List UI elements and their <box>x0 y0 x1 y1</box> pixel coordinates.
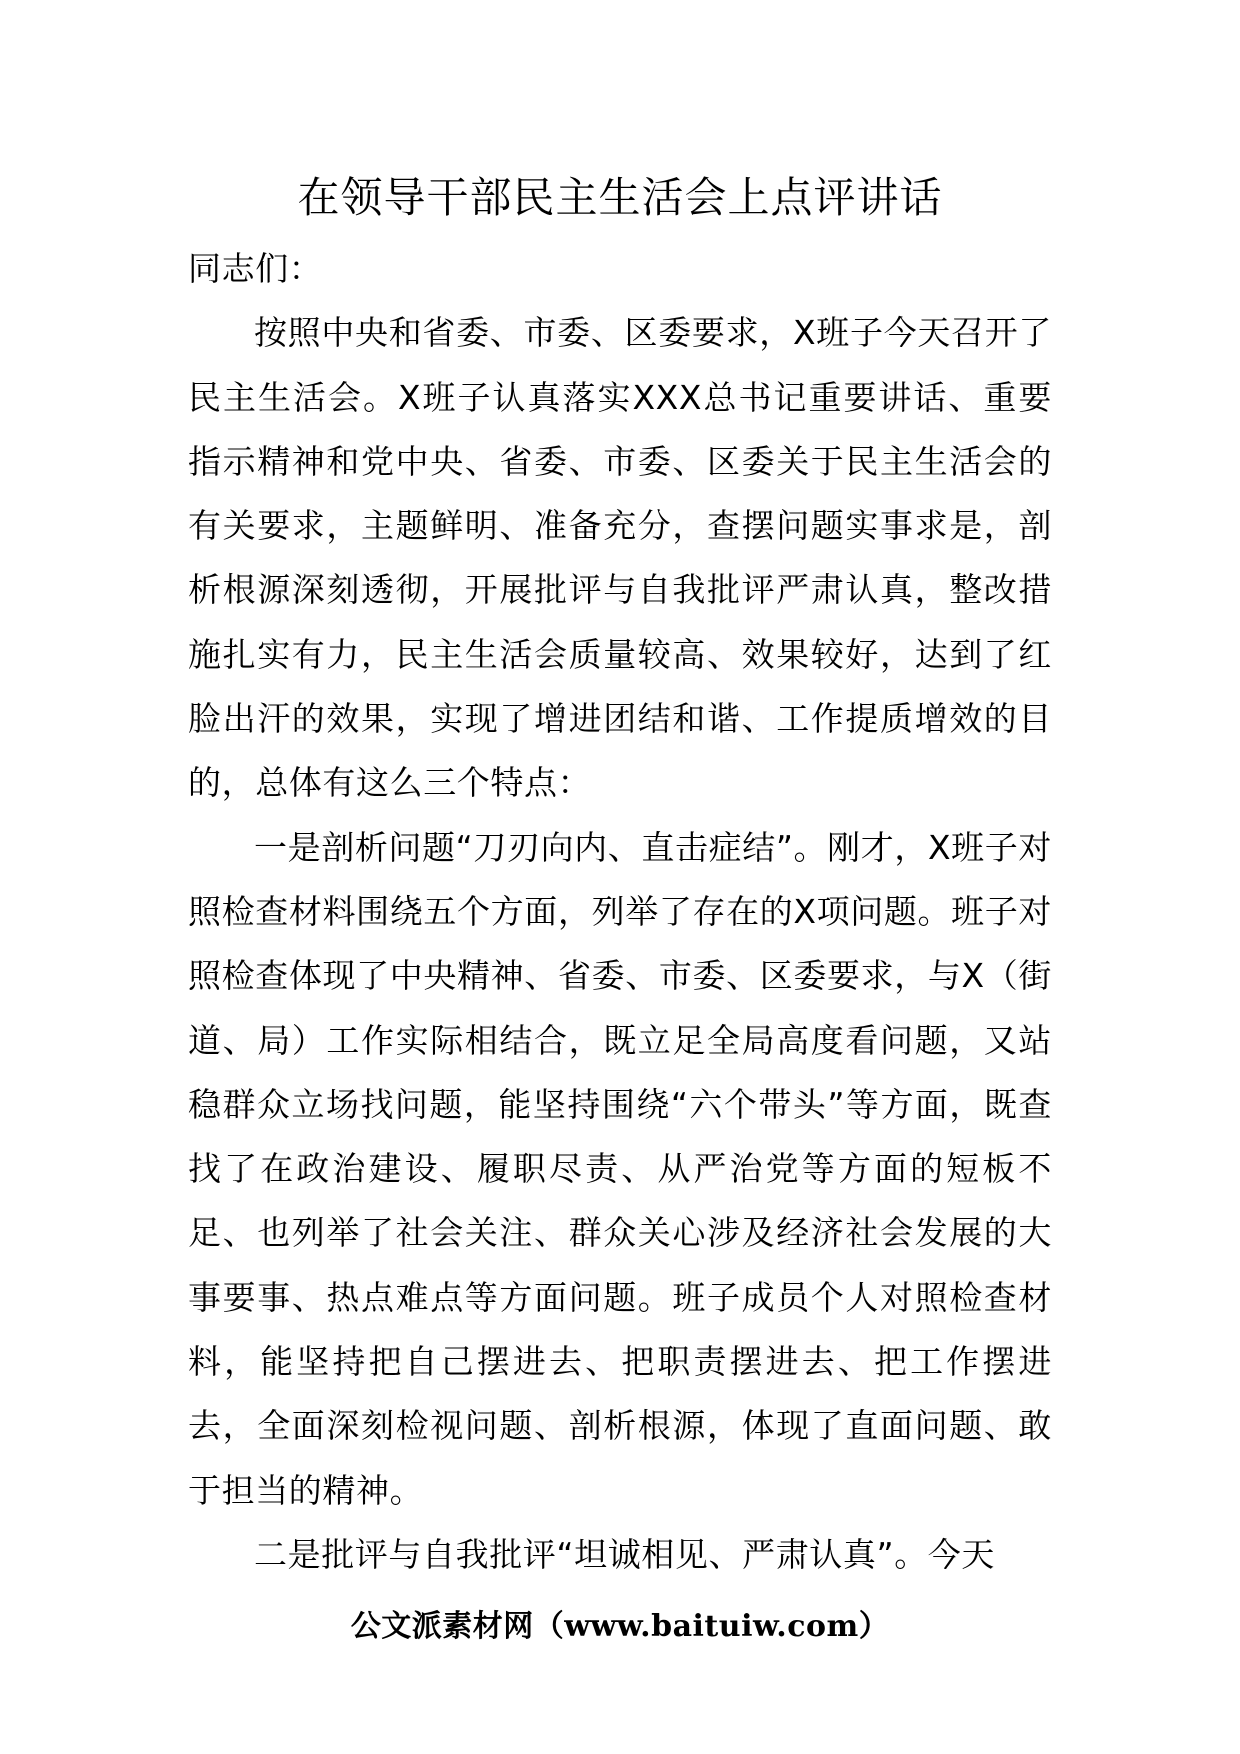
paragraph-point-two: 二是批评与自我批评“坦诚相见、严肃认真”。今天 <box>254 1534 995 1574</box>
document-title: 在领导干部民主生活会上点评讲话 <box>297 173 943 222</box>
footer-watermark: 公文派素材网（www.baituiw.com） <box>350 1609 890 1644</box>
salutation: 同志们： <box>188 249 323 288</box>
paragraph-intro: 按照中央和省委、市委、区委要求，X班子今天召开了民主生活会。X班子认真落实XXX总书记重要讲话、重要指示精神和党中央、省委、市委、区委关于民主生活会的有关要求，主题鲜明、准备充分，查摆问题实事求是，剖析根源深刻透彻，开展批评与自我批评严肃认真，整改措施扎实有力，民主生活会质量较高、效果较好，达到了红脸出汗的效果，实现了增进团结和谐、工作提质增效的目的，总体有这么三个特点： <box>188 313 1052 803</box>
paragraph-point-one: 一是剖析问题“刀刃向内、直击症结”。刚才，X班子对照检查材料围绕五个方面，列举了存在的X项问题。班子对照检查体现了中央精神、省委、市委、区委要求，与X（街道、局）工作实际相结合，既立足全局高度看问题，又站稳群众立场找问题，能坚持围绕“六个带头”等方面，既查找了在政治建设、履职尽责、从严治党等方面的短板不足、也列举了社会关注、群众关心涉及经济社会发展的大事要事、热点难点等方面问题。班子成员个人对照检查材料，能坚持把自己摆进去、把职责摆进去、把工作摆进去，全面深刻检视问题、剖析根源，体现了直面问题、敢于担当的精神。 <box>188 827 1052 1510</box>
document-body <box>188 237 1052 1587</box>
